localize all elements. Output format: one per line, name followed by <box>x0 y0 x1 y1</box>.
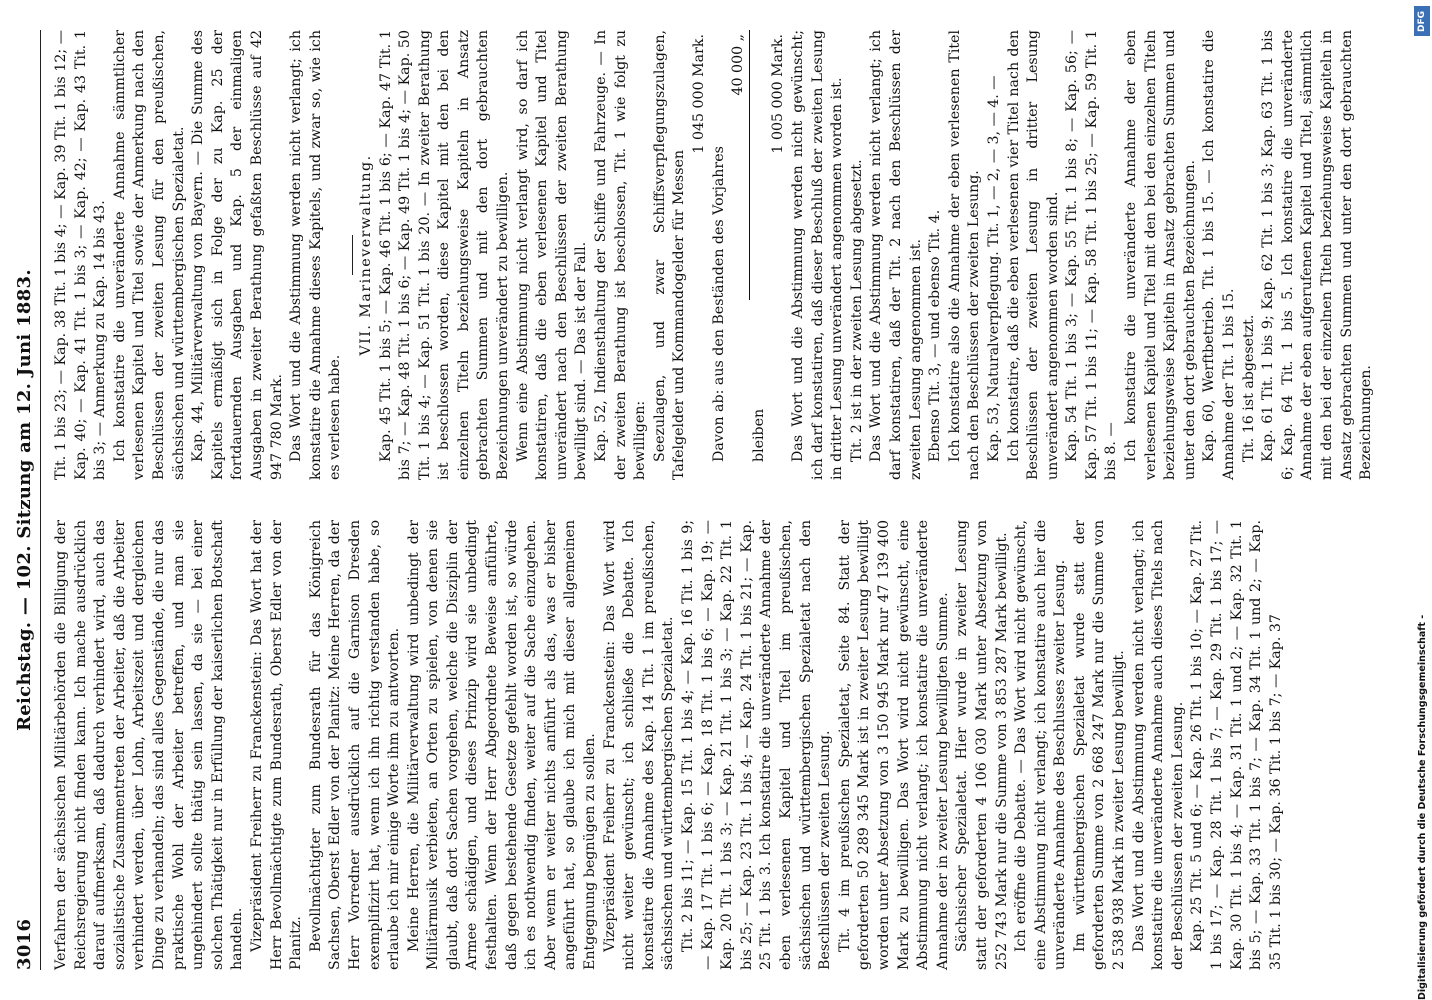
paragraph: Kap. 44, Militärverwaltung von Bayern. — Die Summe des Kapitels ermäßigt sich in Folge der zu Kap. 25 der fortdauernden Ausgaben und Kap. 5 der einmaligen Ausgaben in zweiter Berathung gefaßten Beschlüsse auf 42 947 780 Mark. <box>190 30 285 480</box>
paragraph: Tit. 2 bis 11; — Kap. 15 Tit. 1 bis 4; — Kap. 16 Tit. 1 bis 9; — Kap. 17 Tit. 1 bis 6; — Kap. 18 Tit. 1 bis 6; — Kap. 19; — Kap. 20 Tit. 1 bis 3; — Kap. 21 Tit. 1 bis 3; — Kap. 22 Tit. 1 bis 25; — Kap. 23 Tit. 1 bis 4; — Kap. 24 Tit. 1 bis 21; — Kap. 25 Tit. 1 bis 3. Ich konstatire die unveränderte Annahme der eben verlesenen Kapitel und Titel im preußischen, sächsischen und württembergischen Spezialetat nach den Beschlüssen der zweiten Lesung. <box>680 520 834 970</box>
digitization-credit: Digitalisierung gefördert durch die Deutsche Forschungsgemeinschaft - <box>1417 614 1428 1000</box>
paragraph: Ich eröffne die Debatte. — Das Wort wird nicht gewünscht, eine Abstimmung nicht verlangt; ich konstatire auch hier die unveränderte Annahme des Beschlusses zweiter Lesung. <box>1013 520 1069 970</box>
paragraph: Kap. 53, Naturalverpflegung. Tit. 1, — 2, — 3, — 4. — <box>985 75 1002 462</box>
dfg-logo: DFG <box>1414 6 1430 36</box>
paragraph: Vizepräsident Freiherr zu Franckenstein: Das Wort wird nicht weiter gewünscht; ich schließe die Debatte. Ich konstatire die Annahme des Kap. 14 Tit. 1 im preußischen, sächsischen und württembergischen Spezialetat. <box>601 520 677 970</box>
paragraph: Das Wort und die Abstimmung werden nicht verlangt; ich konstatire die unveränderte Annahme auch dieses Titels nach der Beschlüssen der zweiten Lesung. <box>1130 520 1186 970</box>
paragraph: Kap. 61 Tit. 1 bis 9; Kap. 62 Tit. 1 bis 3; Kap. 63 Tit. 1 bis 6; Kap. 64 Tit. 1 bis 5. Ich konstatire die unveränderte Annahme der eben aufgerufenen Kapitel und Titel, sämmtlich mit den bei der einzelnen Titeln beziehungsweise Kapiteln in Ansatz gebrachten Summen und unter den dort gebrauchten Bezeichnungen. <box>1260 30 1375 480</box>
paragraph: Seezulagen, und zwar Schiffsverpflegungszulagen, Tafelgelder und Kommandogelder für Messen <box>651 30 688 480</box>
paragraph: Kap. 52, Indiensthaltung der Schiffe und Fahrzeuge. — In der zweiten Berathung ist beschlossen, Tit. 1 wie folgt zu bewilligen: <box>593 30 649 480</box>
paragraph: Kap. 60, Werftbetrieb. Tit. 1 bis 15. — Ich konstatire die Annahme der Tit. 1 bis 15. <box>1201 30 1238 480</box>
paragraph: Meine Herren, die Militärverwaltung wird unbedingt der Militärmusik verbieten, an Orten zu spielen, von denen sie glaubt, daß dort Sachen vorgehen, welche die Disziplin der Armee schädigen, und dieses Prinzip wird sie unbedingt festhalten. Wenn der Herr Abgeordnete Beweise anführte, daß gegen bestehende Gesetze gefehlt worden ist, so würde ich es nothwendig finden, weiter auf die Sache einzugehen. Aber wenn er weiter nichts anführt als das, was er bisher angeführt hat, so glaube ich mich mit dieser allgemeinen Entgegnung begnügen zu sollen. <box>405 520 599 970</box>
paragraph: Ich konstatire also die Annahme der eben verlesenen Titel nach den Beschlüssen der zweiten Lesung. <box>946 30 983 480</box>
paragraph: Verfahren der sächsischen Militärbehörden die Billigung der Reichsregierung nicht finden kann. Ich mache ausdrücklich darauf aufmerksam, daß dadurch verhindert wird, auch das sozialistische Zusammentreten der Arbeiter, daß die Arbeiter verhindert werden, über Lohn, Arbeitszeit und dergleichen Dinge zu verhandeln; das sind alles Gegenstände, die nur das praktische Wohl der Arbeiter betreffen, und man sie ungehindert sollte thätig sein lassen, da sie — bei einer solchen Thätigkeit nur in Erfüllung der kaiserlichen Botschaft handeln. <box>53 520 246 970</box>
divider <box>352 235 353 275</box>
amount-value: 40 000 „ <box>729 30 750 300</box>
paragraph: Wenn eine Abstimmung nicht verlangt wird, so darf ich konstatiren, daß die eben verlesenen Kapitel und Titel unverändert nach den Beschlüssen der zweiten Berathung bewilligt sind. — Das ist der Fall. <box>514 30 590 480</box>
page-number: 3016 <box>14 918 35 970</box>
section-heading: VII. Marineverwaltung. <box>357 154 374 356</box>
page-header <box>14 30 41 970</box>
paragraph: Vizepräsident Freiherr zu Franckenstein: Das Wort hat der Herr Bevollmächtigte zum Bundesrath, Oberst Edler von der Planitz. <box>248 520 305 970</box>
paragraph: Ich konstatire, daß die eben verlesenen vier Titel nach den Beschlüssen der zweiten Lesung in dritter Lesung unverändert angenommen worden sind. <box>1005 30 1061 480</box>
paragraph: Tit. 1 bis 23; — Kap. 38 Tit. 1 bis 4; — Kap. 39 Tit. 1 bis 12; — Kap. 40; — Kap. 41 Tit. 1 bis 3; — Kap. 42; — Kap. 43 Tit. 1 bis 3; — Anmerkung zu Kap. 14 bis 43. <box>53 30 109 480</box>
amount-total: 1 005 000 Mark. <box>770 34 787 154</box>
paragraph: Das Wort und die Abstimmung werden nicht gewünscht; ich darf konstatiren, daß dieser Beschluß der zweiten Lesung in dritter Lesung unverändert angenommen worden ist. <box>789 30 846 480</box>
paragraph: Sächsischer Spezialetat. Hier wurde in zweiter Lesung statt der geforderten 4 106 030 Mark unter Absetzung von 252 743 Mark nur die Summe von 3 853 287 Mark bewilligt. <box>954 520 1010 970</box>
paragraph: Davon ab: aus den Beständen des Vorjahres <box>710 146 727 462</box>
paragraph: Kap. 54 Tit. 1 bis 3; — Kap. 55 Tit. 1 bis 8; — Kap. 56; — Kap. 57 Tit. 1 bis 11; — Kap. 58 Tit. 1 bis 25; — Kap. 59 Tit. 1 bis 8. — <box>1064 30 1120 480</box>
paragraph: bleiben <box>750 408 767 462</box>
paragraph: Das Wort und die Abstimmung werden nicht verlangt; ich konstatire die Annahme dieses Kapitels, und zwar so, wie ich es verlesen habe. <box>288 30 344 480</box>
paragraph: Das Wort und die Abstimmung werden nicht verlangt; ich darf konstatiren, daß der Tit. 2 nach den Beschlüssen der zweiten Lesung angenommen ist. <box>868 30 924 480</box>
paragraph: Kap. 25 Tit. 5 und 6; — Kap. 26 Tit. 1 bis 10; — Kap. 27 Tit. 1 bis 17; — Kap. 28 Tit. 1 bis 7; — Kap. 29 Tit. 1 bis 17; — Kap. 30 Tit. 1 bis 4; — Kap. 31 Tit. 1 und 2; — Kap. 32 Tit. 1 bis 5; — Kap. 33 Tit. 1 bis 7; — Kap. 34 Tit. 1 und 2; — Kap. 35 Tit. 1 bis 30; — Kap. 36 Tit. 1 bis 7; — Kap. 37 <box>1189 520 1284 970</box>
paragraph: Bevollmächtigter zum Bundesrath für das Königreich Sachsen, Oberst Edler von der Planitz: Meine Herren, da der Herr Vorredner ausdrücklich auf die Garnison Dresden exemplifizirt hat, wenn ich ihn richtig verstanden habe, so erlaube ich mir einige Worte ihm zu antworten. <box>307 520 403 970</box>
amount-value: 1 045 000 Mark. <box>691 34 707 154</box>
paragraph: Tit. 16 ist abgesetzt. <box>1240 314 1257 462</box>
paragraph: Tit. 2 ist in der zweiten Lesung abgesetzt. <box>848 159 865 462</box>
right-column <box>52 30 1375 480</box>
running-title: Reichstag. — 102. Sitzung am 12. Juni 1883. <box>14 269 35 731</box>
paragraph: Ebenso Tit. 3, — und ebenso Tit. 4. <box>927 209 944 462</box>
left-column <box>52 520 1352 970</box>
paragraph: Ich konstatire die unveränderte Annahme sämmtlicher verlesenen Kapitel und Titel sowie der Anmerkung nach den Beschlüssen der zweiten Lesung für den preußischen, sächsischen und württembergischen Spezialetat. <box>111 30 187 480</box>
paragraph: Kap. 45 Tit. 1 bis 5; — Kap. 46 Tit. 1 bis 6; — Kap. 47 Tit. 1 bis 7; — Kap. 48 Tit. 1 bis 6; — Kap. 49 Tit. 1 bis 4; — Kap. 50 Tit. 1 bis 4; — Kap. 51 Tit. 1 bis 20. — In zweiter Berathung ist beschlossen worden, diese Kapitel mit den bei den einzelnen Titeln beziehungsweise Kapiteln in Ansatz gebrachten Summen und mit den dort gebrauchten Bezeichnungen unverändert zu bewilligen. <box>377 30 512 480</box>
paragraph: Im württembergischen Spezialetat wurde statt der geforderten Summe von 2 668 247 Mark nur die Summe von 2 538 938 Mark in zweiter Lesung bewilligt. <box>1071 520 1128 970</box>
paragraph: Ich konstatire die unveränderte Annahme der eben verlesenen Kapitel und Titel mit den bei den einzelnen Titeln beziehungsweise Kapiteln in Ansatz gebrachten Summen und unter den dort gebrauchten Bezeichnungen. <box>1123 30 1198 480</box>
paragraph: Tit. 4 im preußischen Spezialetat, Seite 84. Statt der geforderten 50 289 345 Mark ist in zweiter Lesung bewilligt worden unter Absetzung von 3 150 945 Mark nur 47 139 400 Mark zu bewilligen. Das Wort wird nicht gewünscht, eine Abstimmung nicht verlangt; ich konstatire die unveränderte Annahme der in zweiter Lesung bewilligten Summe. <box>836 520 951 970</box>
